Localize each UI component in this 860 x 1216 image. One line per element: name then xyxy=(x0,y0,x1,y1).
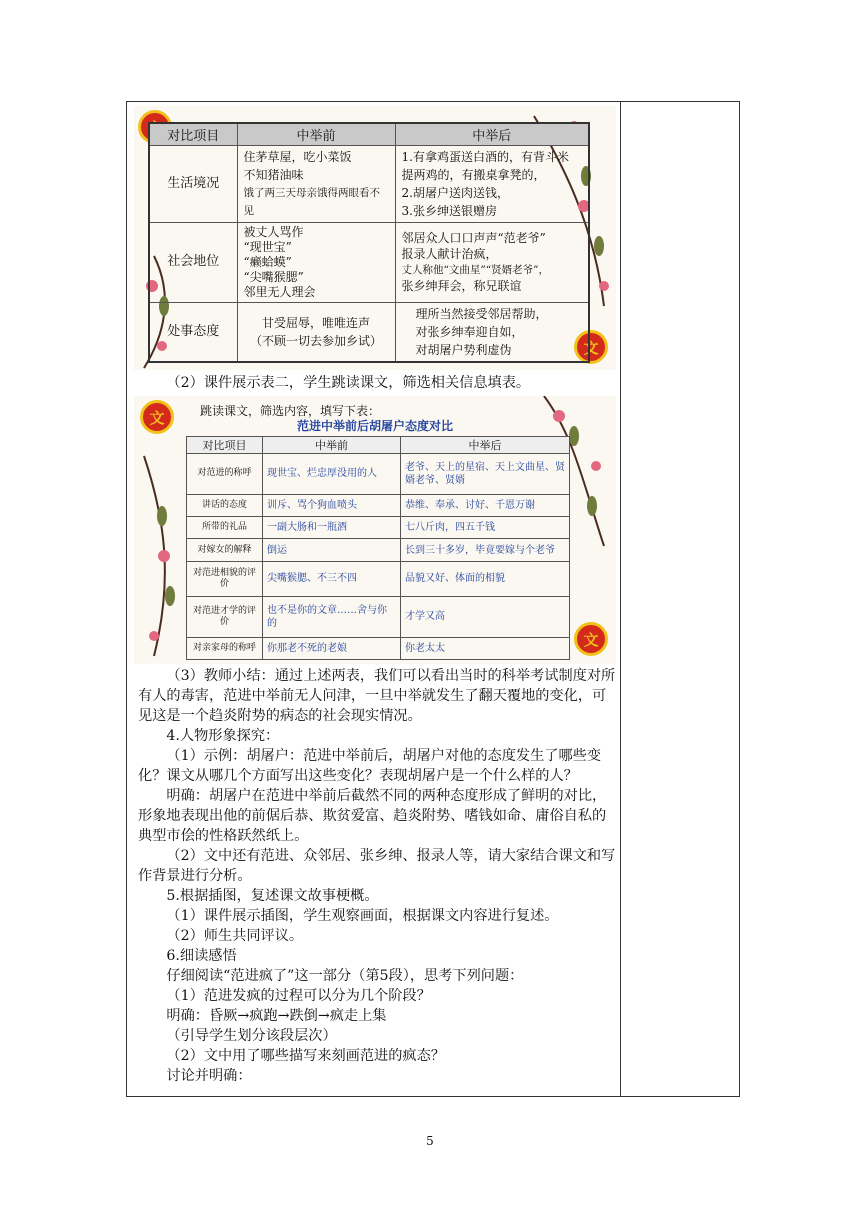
cell-after: 邻居众人口口声声“范老爷” 报录人献计治疯， 丈人称他“文曲星”“贤婿老爷”， 张乡绅拜会，称兄联谊 xyxy=(395,222,589,302)
row-label: 处事态度 xyxy=(149,302,237,362)
page-number: 5 xyxy=(426,1134,434,1148)
cell-before: 甘受屈辱，唯唯连声 （不顾一切去参加乡试） xyxy=(237,302,395,362)
row-label: 社会地位 xyxy=(149,222,237,302)
paragraph: （1）示例：胡屠户：范进中举前后，胡屠户对他的态度发生了哪些变化？课文从哪几个方面写出这些变化？表现胡屠户是一个什么样的人？ xyxy=(138,748,602,784)
row-label: 对亲家母的称呼 xyxy=(187,637,263,660)
cell-before: 也不是你的文章……舍与你的 xyxy=(263,596,401,637)
table-header: 中举后 xyxy=(395,123,589,145)
paragraph: （3）教师小结：通过上述两表，我们可以看出当时的科举考试制度对所有人的毒害，范进中举前无人问津，一旦中举就发生了翻天覆地的变化，可见这是一个趋炎附势的病态的社会现实情况。 xyxy=(138,668,616,724)
table-header: 中举前 xyxy=(263,437,401,454)
row-label: 对嫁女的解释 xyxy=(187,539,263,561)
row-label: 讲话的态度 xyxy=(187,494,263,516)
cell-after: 七八斤肉，四五千钱 xyxy=(401,517,570,539)
cell-after: 长到三十多岁，毕竟要嫁与个老爷 xyxy=(401,539,570,561)
table-header: 对比项目 xyxy=(187,437,263,454)
row-label: 所带的礼品 xyxy=(187,517,263,539)
school-logo-icon: 文 xyxy=(574,330,608,364)
paragraph: （2）文中用了哪些描写来刻画范进的疯态？ xyxy=(166,1048,445,1064)
paragraph: （引导学生划分该段层次） xyxy=(166,1028,337,1044)
table-header: 中举前 xyxy=(237,123,395,145)
caption-table-two: （2）课件展示表二，学生跳读课文，筛选相关信息填表。 xyxy=(166,375,531,391)
comparison-table-hutuhu xyxy=(186,436,570,660)
slide-table-two xyxy=(134,396,616,664)
paragraph: 5.根据插图，复述课文故事梗概。 xyxy=(166,888,379,904)
cell-before: 尖嘴猴腮、不三不四 xyxy=(263,561,401,596)
cell-after: 才学又高 xyxy=(401,596,570,637)
paragraph: 明确：昏厥→疯跑→跌倒→疯走上集 xyxy=(166,1008,387,1024)
cell-before: 训斥、骂个狗血喷头 xyxy=(263,494,401,516)
paragraph: （1）范进发疯的过程可以分为几个阶段？ xyxy=(166,988,431,1004)
cell-after: 理所当然接受邻居帮助， 对张乡绅奉迎自如， 对胡屠户势利虚伪 xyxy=(395,302,589,362)
paragraph: 明确：胡屠户在范进中举前后截然不同的两种态度形成了鲜明的对比，形象地表现出他的前倨后恭、欺贫爱富、趋炎附势、嗜钱如命、庸俗自私的典型市侩的性格跃然纸上。 xyxy=(138,788,607,844)
cell-after: 老爷、天上的星宿、天上文曲星、贤婿老爷、贤婿 xyxy=(401,454,570,495)
slide-title: 范进中举前后胡屠户态度对比 xyxy=(296,419,453,433)
slide-instruction: 跳读课文，筛选内容，填写下表： xyxy=(200,404,381,418)
table-header: 中举后 xyxy=(401,437,570,454)
cell-before: 住茅草屋，吃小菜饭 不知猪油味 饿了两三天母亲饿得两眼看不见 xyxy=(237,145,395,222)
paragraph: 4.人物形象探究： xyxy=(166,728,280,744)
cell-after: 1.有拿鸡蛋送白酒的，有背斗米 提两鸡的，有搬桌拿凳的， 2.胡屠户送肉送钱， 3.张乡绅送银赠房 xyxy=(395,145,589,222)
cell-before: 倒运 xyxy=(263,539,401,561)
cell-before: 现世宝、烂忠厚没用的人 xyxy=(263,454,401,495)
cell-after: 你老太太 xyxy=(401,637,570,660)
school-logo-icon: 文 xyxy=(574,622,608,656)
cell-before: 被丈人骂作 “现世宝” “癞蛤蟆” “尖嘴猴腮” 邻里无人理会 xyxy=(237,222,395,302)
row-label: 对范进才学的评价 xyxy=(187,596,263,637)
paragraph: （2）文中还有范进、众邻居、张乡绅、报录人等，请大家结合课文和写作背景进行分析。 xyxy=(138,848,616,884)
lesson-body xyxy=(138,666,616,1086)
slide-table-one xyxy=(134,106,616,370)
paragraph: 讨论并明确： xyxy=(166,1068,252,1084)
cell-after: 品貌又好、体面的相貌 xyxy=(401,561,570,596)
row-label: 对范进相貌的评价 xyxy=(187,561,263,596)
paragraph: 6.细读感悟 xyxy=(166,948,237,964)
row-label: 对范进的称呼 xyxy=(187,454,263,495)
cell-after: 恭维、奉承、讨好、千恩万谢 xyxy=(401,494,570,516)
cell-before: 一副大肠和一瓶酒 xyxy=(263,517,401,539)
table-header: 对比项目 xyxy=(149,123,237,145)
comparison-table-fanjin xyxy=(148,122,590,363)
school-logo-icon: 文 xyxy=(140,400,174,434)
paragraph: 仔细阅读“范进疯了”这一部分（第5段），思考下列问题： xyxy=(166,968,524,984)
paragraph: （1）课件展示插图，学生观察画面，根据课文内容进行复述。 xyxy=(166,908,559,924)
row-label: 生活境况 xyxy=(149,145,237,222)
paragraph: （2）师生共同评议。 xyxy=(166,928,304,944)
column-divider xyxy=(620,101,621,1097)
cell-before: 你那老不死的老娘 xyxy=(263,637,401,660)
